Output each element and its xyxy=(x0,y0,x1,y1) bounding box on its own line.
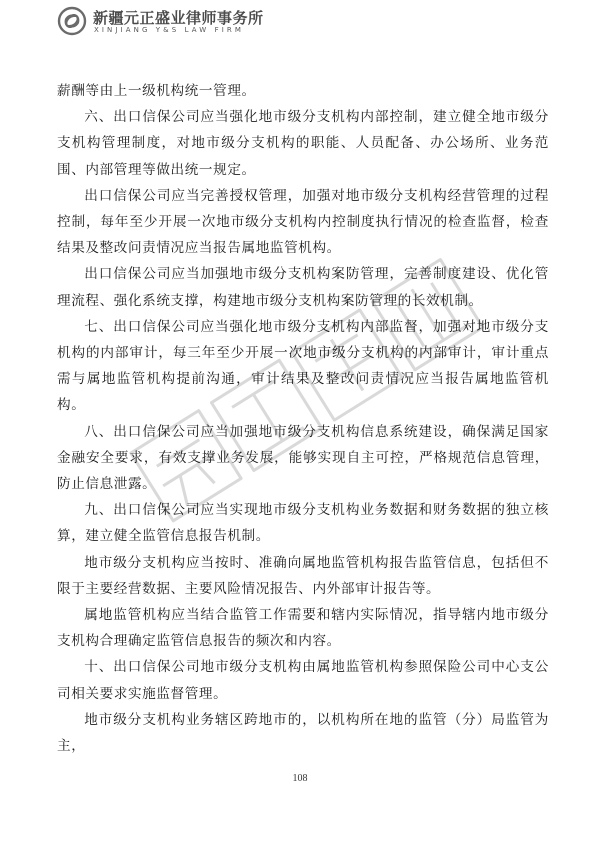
paragraph: 出口信保公司应当加强地市级分支机构案防管理，完善制度建设、优化管理流程、强化系统支撑，构建地市级分支机构案防管理的长效机制。 xyxy=(57,266,549,309)
paragraph: 薪酬等由上一级机构统一管理。 xyxy=(57,83,256,99)
paragraph: 八、出口信保公司应当加强地市级分支机构信息系统建设，确保满足国家金融安全要求，有效支撑业务发展，能够实现自主可控，严格规范信息管理，防止信息泄露。 xyxy=(57,423,549,493)
paragraph: 七、出口信保公司应当强化地市级分支机构内部监督，加强对地市级分支机构的内部审计，每三年至少开展一次地市级分支机构的内部审计，审计重点需与属地监管机构提前沟通，审计结果及整改问责情况应当报告属地监管机构。 xyxy=(57,318,549,414)
paragraph: 六、出口信保公司应当强化地市级分支机构内部控制，建立健全地市级分支机构管理制度，对地市级分支机构的职能、人员配备、办公场所、业务范围、内部管理等做出统一规定。 xyxy=(57,109,549,178)
paragraph: 地市级分支机构业务辖区跨地市的，以机构所在地的监管（分）局监管为主， xyxy=(57,711,549,755)
firm-name-english: XINJIANG Y&S LAW FIRM xyxy=(94,26,245,34)
paragraph: 出口信保公司应当完善授权管理，加强对地市级分支机构经营管理的过程控制，每年至少开展一次地市级分支机构内控制度执行情况的检查监督，检查结果及整改问责情况应当报告属地监管机构。 xyxy=(57,187,549,257)
firm-name-chinese: 新疆元正盛业律师事务所 xyxy=(93,9,264,27)
paragraph: 属地监管机构应当结合监管工作需要和辖内实际情况，指导辖内地市级分支机构合理确定监管信息报告的频次和内容。 xyxy=(57,607,549,650)
letterhead xyxy=(57,4,357,44)
firm-logo-icon xyxy=(57,6,87,36)
paragraph: 九、出口信保公司应当实现地市级分支机构业务数据和财务数据的独立核算，建立健全监管信息报告机制。 xyxy=(57,502,549,545)
paragraph: 地市级分支机构应当按时、准确向属地监管机构报告监管信息，包括但不限于主要经营数据、主要风险情况报告、内外部审计报告等。 xyxy=(57,554,549,597)
page-number: 108 xyxy=(292,773,308,784)
paragraph: 十、出口信保公司地市级分支机构由属地监管机构参照保险公司中心支公司相关要求实施监督管理。 xyxy=(57,659,549,702)
document-body xyxy=(57,78,549,759)
